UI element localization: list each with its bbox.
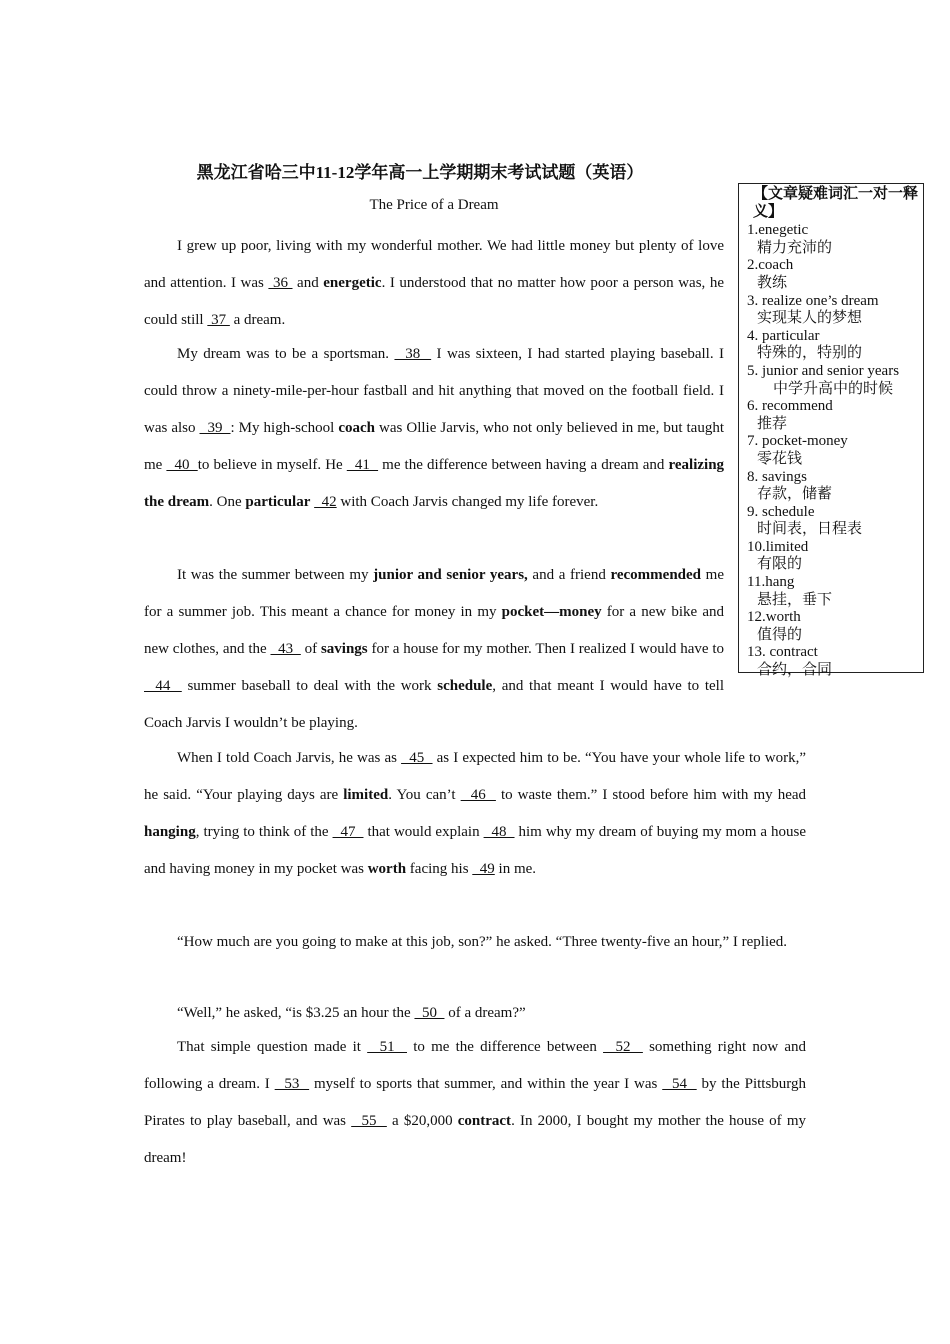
blank-44[interactable]: 44: [144, 678, 182, 694]
vocab-item: 8. savings 存款，储蓄: [747, 468, 833, 503]
blank-47[interactable]: 47: [332, 824, 364, 840]
blank-54[interactable]: 54: [662, 1076, 697, 1092]
paragraph-2: My dream was to be a sportsman. 38 I was sixteen, I had started playing baseball. I could throw a ninety-mile-per-hour fastball and hit anything that moved on the football field. I was also 39 : My high-school coach was Ollie Jarvis, who not only believed in me, but taught me 40 to believe in myself. He 41 me the difference between having a dream and realizing the dream. One particular 42 with Coach Jarvis changed my life forever.: [144, 346, 725, 510]
vocab-item: 7. pocket-money 零花钱: [747, 433, 848, 467]
vocab-item: 6. recommend 推荐: [747, 398, 833, 432]
vocab-item: 12.worth 值得的: [747, 609, 803, 643]
blank-50[interactable]: 50: [414, 1005, 445, 1021]
vocab-item: 9. schedule 时间表，日程表: [747, 503, 863, 538]
paragraph-3: It was the summer between my junior and senior years, and a friend recommended me for a summer job. This meant a chance for money in my pocket—money for a new bike and new clothes, and the 43 of savings for a house for my mother. Then I realized I would have to 44 summer baseball to deal with the work schedule, and that meant I would have to tell Coach Jarvis I wouldn’t be playing.: [144, 567, 724, 731]
blank-41[interactable]: 41: [346, 457, 379, 473]
blank-38[interactable]: 38: [394, 346, 432, 362]
blank-37[interactable]: 37: [207, 312, 230, 328]
vocab-item: 13. contract 合约，合同: [747, 644, 833, 679]
blank-46[interactable]: 46: [460, 787, 496, 803]
vocabulary-box: [738, 183, 924, 679]
paragraph-6: “Well,” he asked, “is $3.25 an hour the 50 of a dream?”: [177, 1005, 526, 1021]
blank-36[interactable]: 36: [268, 275, 293, 291]
paragraph-7: That simple question made it 51 to me the difference between 52 something right now and following a dream. I 53 myself to sports that summer, and within the year I was 54 by the Pittsburgh Pirates to play baseball, and was 55 a $20,000 contract. In 2000, I bought my mother the house of my dream!: [144, 1039, 807, 1166]
vocab-item: 10.limited 有限的: [747, 538, 809, 573]
blank-52[interactable]: 52: [603, 1039, 643, 1055]
blank-49[interactable]: 49: [472, 861, 495, 877]
passage-title: The Price of a Dream: [369, 197, 499, 213]
vocab-item: 1.enegetic 精力充沛的: [747, 222, 833, 256]
blank-42[interactable]: 42: [314, 494, 337, 510]
blank-39[interactable]: 39: [199, 420, 231, 436]
blank-55[interactable]: 55: [351, 1113, 387, 1129]
paragraph-4: When I told Coach Jarvis, he was as 45 as I expected him to be. “You have your whole life to work,” he said. “Your playing days are limited. You can’t 46 to waste them.” I stood before him with my head hanging, trying to think of the 47 that would explain 48 him why my dream of buying my mom a house and having money in my pocket was worth facing his 49 in me.: [144, 750, 807, 877]
blank-45[interactable]: 45: [401, 750, 433, 766]
vocab-item: 4. particular 特殊的，特别的: [747, 327, 863, 362]
blank-51[interactable]: 51: [367, 1039, 407, 1055]
blank-43[interactable]: 43: [270, 641, 301, 657]
blank-53[interactable]: 53: [274, 1076, 310, 1092]
paragraph-1: I grew up poor, living with my wonderful mother. We had little money but plenty of love and attention. I was 36 and energetic. I understood that no matter how poor a person was, he could still 37 a dream.: [144, 238, 724, 328]
vocabulary-title: 【文章疑难词汇一对一释义】: [753, 186, 919, 220]
blank-40[interactable]: 40: [166, 457, 198, 473]
vocab-item: 2.coach 教练: [747, 257, 794, 291]
paragraph-5: “How much are you going to make at this job, son?” he asked. “Three twenty-five an hour,” I replied.: [177, 934, 788, 950]
vocab-item: 3. realize one’s dream 实现某人的梦想: [747, 292, 879, 327]
page-title: 黑龙江省哈三中11-12学年高一上学期期末考试试题（英语）: [196, 163, 644, 182]
vocab-item: 11.hang 悬挂，垂下: [747, 574, 833, 608]
blank-48[interactable]: 48: [483, 824, 515, 840]
vocab-item: 5. junior and senior years 中学升高中的时候: [747, 362, 900, 397]
